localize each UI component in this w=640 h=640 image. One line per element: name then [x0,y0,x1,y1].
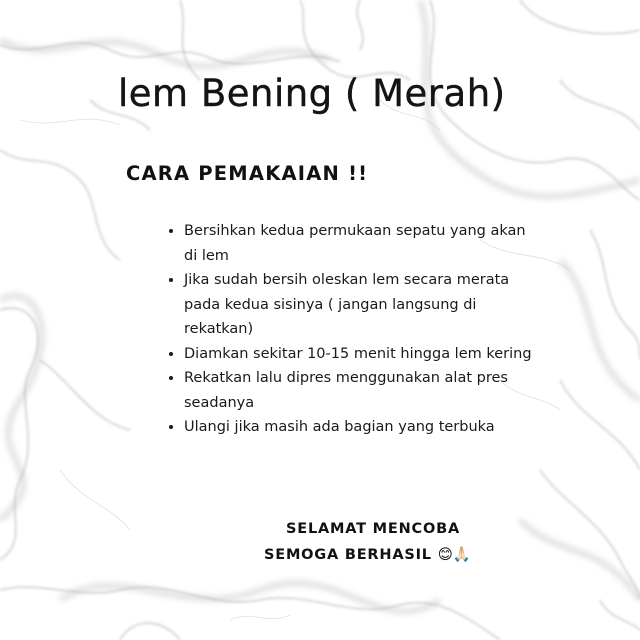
closing-line-text: SEMOGA BERHASIL [264,547,432,563]
usage-steps-list [168,219,534,440]
usage-step: • Ulangi jika masih ada bagian yang terbuka [184,415,534,440]
usage-heading: CARA PEMAKAIAN !! [126,162,369,185]
smile-pray-emoji-icon: 😊🙏🏻 [437,547,471,563]
closing-message [264,516,471,568]
usage-step: • Jika sudah bersih oleskan lem secara merata pada kedua sisinya ( jangan langsung di rekatkan) [184,268,534,342]
closing-line-hope-success [264,542,471,568]
product-title: lem Bening ( Merah) [118,72,506,115]
usage-step: • Bersihkan kedua permukaan sepatu yang akan di lem [184,219,534,268]
usage-step: • Rekatkan lalu dipres menggunakan alat pres seadanya [184,366,534,415]
closing-line-good-luck: SELAMAT MENCOBA [286,521,460,537]
usage-step: • Diamkan sekitar 10-15 menit hingga lem kering [184,342,534,367]
